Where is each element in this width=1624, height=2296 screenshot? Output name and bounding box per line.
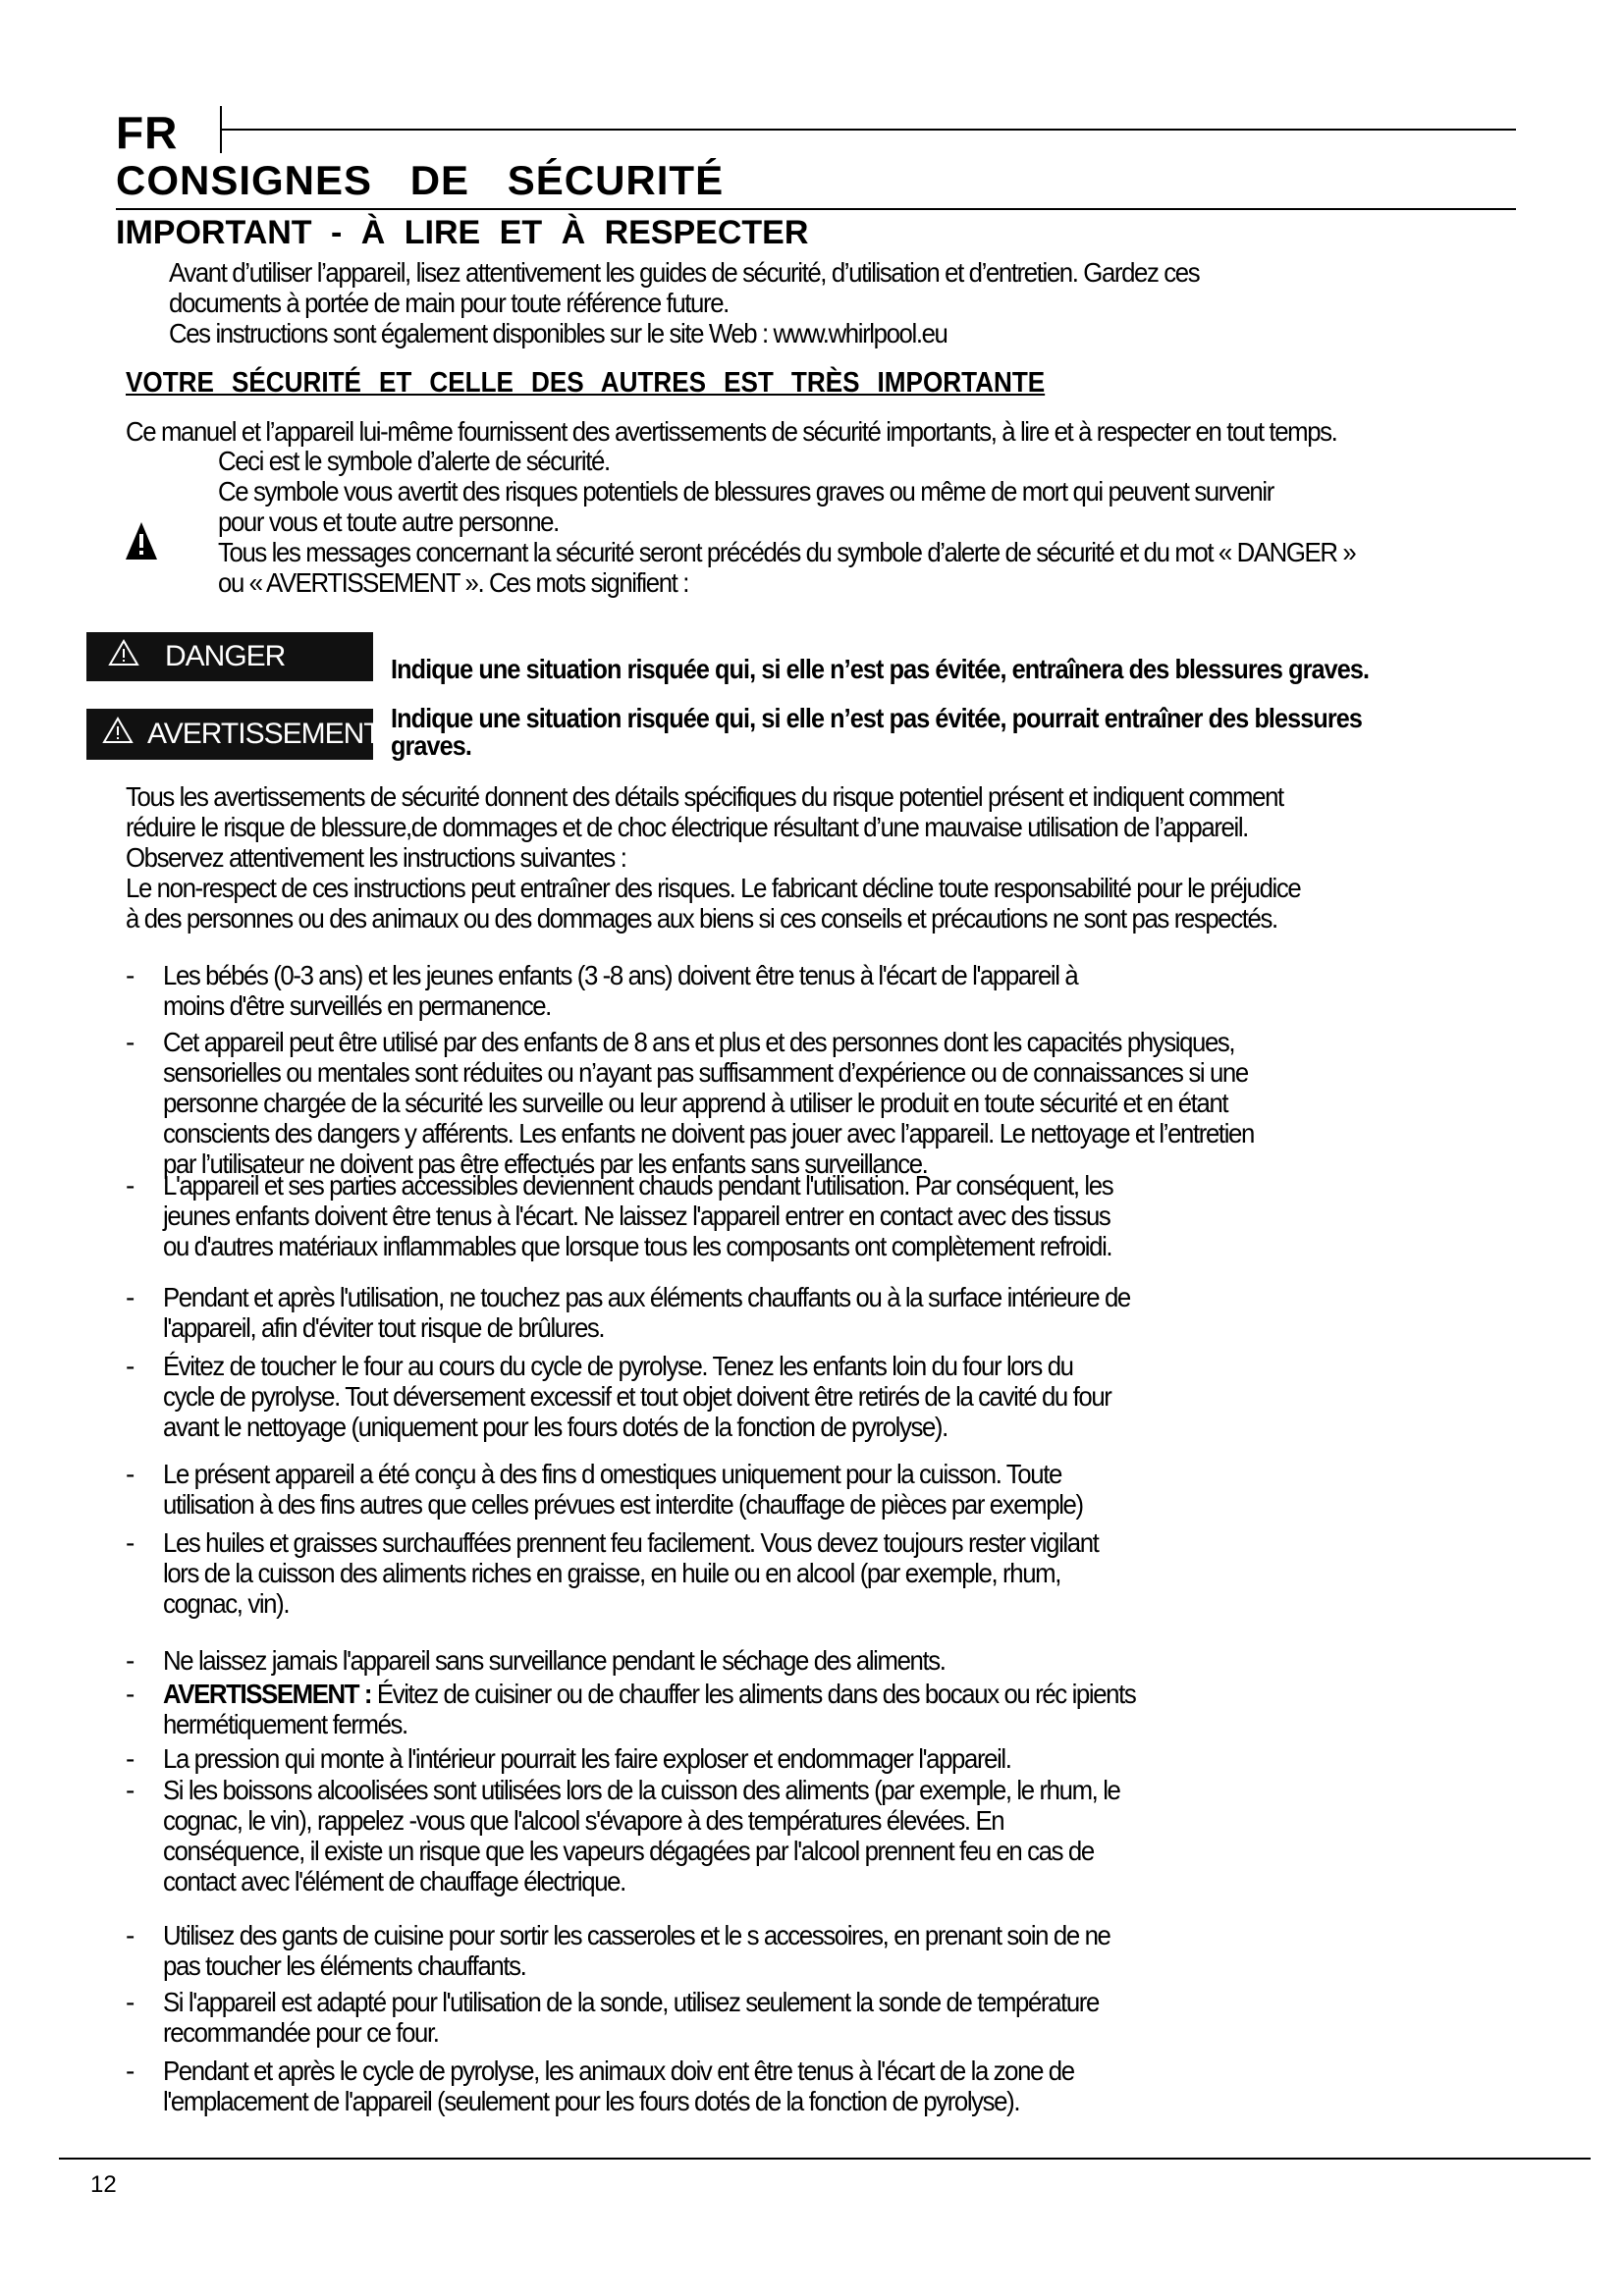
- list-item-line: avant le nettoyage (uniquement pour les fours dotés de la fonction de pyrolyse).: [163, 1412, 947, 1442]
- list-item-line: Si l'appareil est adapté pour l'utilisation de la sonde, utilisez seulement la sonde de température: [163, 1987, 1099, 2017]
- list-bullet: -: [126, 1743, 135, 1774]
- list-item-text: [163, 1351, 1110, 1442]
- danger-description: Indique une situation risquée qui, si elle n’est pas évitée, entraînera des blessures graves.: [391, 654, 1370, 684]
- list-item-line: Évitez de toucher le four au cours du cycle de pyrolyse. Tenez les enfants loin du four lors du: [163, 1351, 1073, 1381]
- page-title: CONSIGNES DE SÉCURITÉ: [116, 157, 725, 203]
- warning-badge: [86, 709, 381, 760]
- list-item-line: recommandée pour ce four.: [163, 2017, 439, 2048]
- list-item-line: moins d'être surveillés en permanence.: [163, 990, 551, 1021]
- list-item-line: Ne laissez jamais l'appareil sans surveillance pendant le séchage des aliments.: [163, 1645, 946, 1676]
- intro-line: documents à portée de main pour toute référence future.: [169, 288, 729, 318]
- list-item-line: par l’utilisateur ne doivent pas être effectués par les enfants sans surveillance.: [163, 1148, 928, 1179]
- list-item-line: Les huiles et graisses surchauffées prennent feu facilement. Vous devez toujours rester vigilant: [163, 1527, 1099, 1558]
- intro-paragraph: [169, 257, 1199, 348]
- list-item-line: Pendant et après l'utilisation, ne touchez pas aux éléments chauffants ou à la surface intérieure de: [163, 1282, 1130, 1312]
- list-item-line: [163, 1679, 1135, 1709]
- list-bullet: -: [126, 1027, 135, 1057]
- warning-description: [391, 705, 1362, 760]
- section-heading: VOTRE SÉCURITÉ ET CELLE DES AUTRES EST TRÈS IMPORTANTE: [126, 367, 1046, 399]
- list-item-text: [163, 2056, 1074, 2116]
- symbol-line: pour vous et toute autre personne.: [218, 507, 559, 537]
- list-item-line: L'appareil et ses parties accessibles deviennent chauds pendant l'utilisation. Par conséquent, les: [163, 1170, 1113, 1201]
- manual-line: Ce manuel et l’appareil lui-même fournissent des avertissements de sécurité importants, à lire et à respecter en tout temps.: [126, 416, 1337, 447]
- list-item-line: ou d'autres matériaux inflammables que lorsque tous les composants ont complètement refroidi.: [163, 1231, 1112, 1261]
- intro-line: Avant d’utiliser l’appareil, lisez attentivement les guides de sécurité, d’utilisation et d’entretien. Gardez ces: [169, 257, 1200, 288]
- page-subtitle: IMPORTANT - À LIRE ET À RESPECTER: [116, 214, 809, 251]
- intro-line: Ces instructions sont également disponibles sur le site Web : www.whirlpool.eu: [169, 318, 947, 348]
- list-bullet: -: [126, 1282, 135, 1312]
- list-item-line: contact avec l'élément de chauffage électrique.: [163, 1866, 625, 1896]
- list-bullet: -: [126, 1987, 135, 2017]
- body-paragraph: [126, 781, 1300, 934]
- list-item-text: [163, 1920, 1110, 1981]
- list-item-text: [163, 1527, 1098, 1619]
- header-rule: [220, 129, 1516, 131]
- warning-triangle-icon: [108, 639, 139, 674]
- list-item-line: cognac, le vin), rappelez -vous que l'alcool s'évapore à des températures élevées. En: [163, 1805, 1004, 1836]
- list-item-line: Utilisez des gants de cuisine pour sortir les casseroles et le s accessoires, en prenant soin de ne: [163, 1920, 1110, 1950]
- list-item-line: Si les boissons alcoolisées sont utilisées lors de la cuisson des aliments (par exemple, le rhum, le: [163, 1775, 1120, 1805]
- list-bullet: -: [126, 1920, 135, 1950]
- list-item-text: [163, 1645, 946, 1676]
- warning-keyword: AVERTISSEMENT :: [163, 1679, 372, 1709]
- list-item-text: [163, 1282, 1130, 1343]
- list-item-line: sensorielles ou mentales sont réduites ou n’ayant pas suffisamment d’expérience ou de connaissances si une: [163, 1057, 1248, 1088]
- list-item-text: [163, 1775, 1120, 1896]
- list-item-text: [163, 960, 1077, 1021]
- list-item-text: [163, 1027, 1254, 1179]
- symbol-line: ou « AVERTISSEMENT ». Ces mots signifient :: [218, 567, 688, 598]
- list-item-text: [163, 1987, 1099, 2048]
- symbol-explanation: [218, 446, 1355, 598]
- footer-rule: [59, 2158, 1591, 2160]
- list-item-line: La pression qui monte à l'intérieur pourrait les faire exploser et endommager l'appareil.: [163, 1743, 1011, 1774]
- title-rule: [116, 208, 1516, 210]
- list-item-line: conscients des dangers y afférents. Les enfants ne doivent pas jouer avec l’appareil. Le nettoyage et l’entretien: [163, 1118, 1254, 1148]
- list-bullet: -: [126, 1645, 135, 1676]
- list-bullet: -: [126, 1527, 135, 1558]
- list-bullet: -: [126, 1351, 135, 1381]
- warning-label: AVERTISSEMENT: [147, 718, 381, 750]
- list-item-text: [163, 1679, 1135, 1739]
- list-item-line: conséquence, il existe un risque que les vapeurs dégagées par l'alcool prennent feu en cas de: [163, 1836, 1094, 1866]
- symbol-line: Tous les messages concernant la sécurité seront précédés du symbole d’alerte de sécurité et du mot « DANGER »: [218, 537, 1356, 567]
- list-item-line: Pendant et après le cycle de pyrolyse, les animaux doiv ent être tenus à l'écart de la zone de: [163, 2056, 1074, 2086]
- body-line: Observez attentivement les instructions suivantes :: [126, 842, 626, 873]
- list-item-line: utilisation à des fins autres que celles prévues est interdite (chauffage de pièces par exemple): [163, 1489, 1083, 1520]
- list-item-text: [163, 1743, 1011, 1774]
- list-item-text: [163, 1170, 1112, 1261]
- list-item-line: pas toucher les éléments chauffants.: [163, 1950, 526, 1981]
- list-item-line: Le présent appareil a été conçu à des fins d omestiques uniquement pour la cuisson. Toute: [163, 1459, 1061, 1489]
- list-item-line: cognac, vin).: [163, 1588, 290, 1619]
- list-bullet: -: [126, 1679, 135, 1709]
- warning-line: graves.: [391, 730, 471, 761]
- list-bullet: -: [126, 1459, 135, 1489]
- list-item-text: [163, 1459, 1083, 1520]
- language-code: FR: [116, 107, 179, 158]
- list-bullet: -: [126, 1775, 135, 1805]
- warning-line: Indique une situation risquée qui, si elle n’est pas évitée, pourrait entraîner des blessures: [391, 703, 1363, 733]
- list-item-line: hermétiquement fermés.: [163, 1709, 407, 1739]
- body-line: Tous les avertissements de sécurité donnent des détails spécifiques du risque potentiel présent et indiquent comment: [126, 781, 1283, 812]
- list-bullet: -: [126, 1170, 135, 1201]
- list-item-line: personne chargée de la sécurité les surveille ou leur apprend à utiliser le produit en toute sécurité et en étant: [163, 1088, 1228, 1118]
- list-item-line: Les bébés (0-3 ans) et les jeunes enfants (3 -8 ans) doivent être tenus à l'écart de l'appareil à: [163, 960, 1078, 990]
- list-item-line-text: Évitez de cuisiner ou de chauffer les aliments dans des bocaux ou réc ipients: [371, 1679, 1136, 1709]
- list-bullet: -: [126, 960, 135, 990]
- page-number: 12: [90, 2171, 117, 2198]
- body-line: à des personnes ou des animaux ou des dommages aux biens si ces conseils et précautions ne sont pas respectés.: [126, 903, 1277, 934]
- symbol-line: Ce symbole vous avertit des risques potentiels de blessures graves ou même de mort qui peuvent survenir: [218, 476, 1273, 507]
- list-item-line: cycle de pyrolyse. Tout déversement excessif et tout objet doivent être retirés de la cavité du four: [163, 1381, 1111, 1412]
- danger-badge: [86, 632, 373, 681]
- list-item-line: lors de la cuisson des aliments riches en graisse, en huile ou en alcool (par exemple, rhum,: [163, 1558, 1061, 1588]
- list-item-line: l'emplacement de l'appareil (seulement pour les fours dotés de la fonction de pyrolyse).: [163, 2086, 1020, 2116]
- body-line: réduire le risque de blessure,de dommages et de choc électrique résultant d’une mauvaise utilisation de l’appareil.: [126, 812, 1248, 842]
- list-bullet: -: [126, 2056, 135, 2086]
- list-item-line: Cet appareil peut être utilisé par des enfants de 8 ans et plus et des personnes dont les capacités physiques,: [163, 1027, 1235, 1057]
- symbol-line: Ceci est le symbole d’alerte de sécurité.: [218, 446, 610, 476]
- body-line: Le non-respect de ces instructions peut entraîner des risques. Le fabricant décline toute responsabilité pour le préjudice: [126, 873, 1301, 903]
- danger-label: DANGER: [165, 640, 286, 672]
- list-item-line: l'appareil, afin d'éviter tout risque de brûlures.: [163, 1312, 605, 1343]
- warning-triangle-icon: [102, 717, 134, 752]
- list-item-line: jeunes enfants doivent être tenus à l'écart. Ne laissez l'appareil entrer en contact avec des tissus: [163, 1201, 1110, 1231]
- safety-alert-icon: [124, 518, 159, 568]
